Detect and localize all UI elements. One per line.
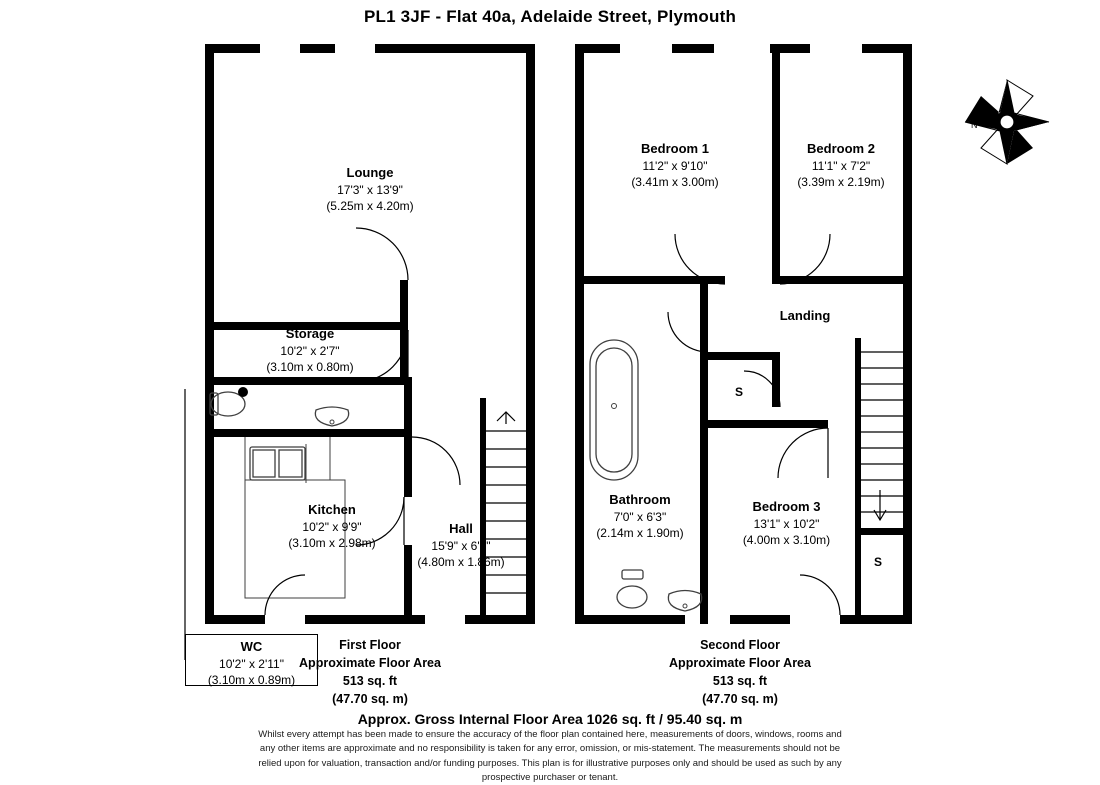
room-dim-imperial-storage: 10'2" x 2'7" — [280, 343, 340, 358]
room-name-kitchen: Kitchen — [308, 502, 356, 517]
first-floor-name: First Floor — [339, 638, 401, 652]
gross-internal-floor-area: Approx. Gross Internal Floor Area 1026 sq. ft / 95.40 sq. m — [357, 711, 743, 727]
room-dim-imperial-lounge: 17'3" x 13'9" — [337, 182, 403, 197]
room-dim-metric-lounge: (5.25m x 4.20m) — [326, 198, 414, 213]
room-dim-imperial-bedroom-1: 11'2" x 9'10" — [642, 158, 708, 173]
room-name-storage: Storage — [285, 326, 335, 341]
room-label-hall — [381, 520, 541, 570]
room-dim-metric-wc: (3.10m x 0.89m) — [207, 672, 296, 687]
room-name-bedroom-3: Bedroom 3 — [752, 499, 821, 514]
room-label-bedroom-2 — [761, 140, 921, 190]
room-name-wc: WC — [240, 639, 263, 654]
first-floor-area-metric: (47.70 sq. m) — [332, 692, 408, 707]
disclaimer-text: Whilst every attempt has been made to ensure the accuracy of the floor plan contained here, measurements of doors, windows, rooms and any other items are approximate and no responsibility is taken for any error, omission, or mis-statement. The measurements should not be relied upon for valuation, transaction and/or funding purposes. This plan is for illustrative purposes only and should be used as such by any prospective purchaser or tenant. — [258, 729, 842, 783]
room-dim-imperial-bedroom-2: 11'1" x 7'2" — [811, 158, 871, 173]
storage-mark-2-label: S — [874, 555, 883, 569]
svg-text:N: N — [971, 120, 978, 130]
second-floor-name: Second Floor — [700, 638, 780, 652]
page-title: PL1 3JF - Flat 40a, Adelaide Street, Plymouth — [363, 7, 737, 26]
room-label-bedroom-1 — [595, 140, 755, 190]
room-dim-metric-hall: (4.80m x 1.86m) — [417, 554, 505, 569]
room-dim-imperial-wc: 10'2" x 2'11" — [219, 656, 284, 671]
room-dim-metric-bathroom: (2.14m x 1.90m) — [596, 525, 684, 540]
compass-rose — [965, 80, 1049, 164]
room-label-bathroom — [560, 491, 720, 541]
first-floor-footer — [270, 636, 470, 709]
room-dim-metric-bedroom-2: (3.39m x 2.19m) — [797, 174, 885, 189]
first-floor-area-imperial: 513 sq. ft — [342, 674, 398, 689]
second-floor-area-caption: Approximate Floor Area — [669, 656, 811, 671]
room-dim-imperial-bathroom: 7'0" x 6'3" — [613, 509, 667, 524]
room-name-hall: Hall — [449, 521, 473, 536]
room-dim-metric-kitchen: (3.10m x 2.98m) — [288, 535, 376, 550]
room-label-storage — [230, 325, 390, 375]
room-dim-metric-bedroom-3: (4.00m x 3.10m) — [742, 532, 831, 547]
room-dim-imperial-hall: 15'9" x 6'1" — [431, 538, 491, 553]
room-name-lounge: Lounge — [346, 165, 394, 180]
stairs-second-floor — [861, 352, 903, 520]
room-dim-metric-bedroom-1: (3.41m x 3.00m) — [631, 174, 719, 189]
storage-mark-1-label: S — [735, 385, 744, 399]
room-dim-metric-storage: (3.10m x 0.80m) — [266, 359, 354, 374]
room-dim-imperial-bedroom-3: 13'1" x 10'2" — [753, 516, 820, 531]
room-label-landing: Landing — [779, 308, 831, 323]
first-floor-area-caption: Approximate Floor Area — [299, 656, 441, 671]
second-floor-area-imperial: 513 sq. ft — [712, 674, 768, 689]
room-dim-imperial-kitchen: 10'2" x 9'9" — [302, 519, 362, 534]
room-name-bedroom-2: Bedroom 2 — [807, 141, 875, 156]
room-name-bedroom-1: Bedroom 1 — [641, 141, 709, 156]
second-floor-footer — [640, 636, 840, 709]
second-floor-area-metric: (47.70 sq. m) — [702, 692, 778, 707]
room-label-bedroom-3 — [704, 498, 869, 548]
room-name-bathroom: Bathroom — [609, 492, 671, 507]
room-label-lounge — [290, 164, 450, 214]
